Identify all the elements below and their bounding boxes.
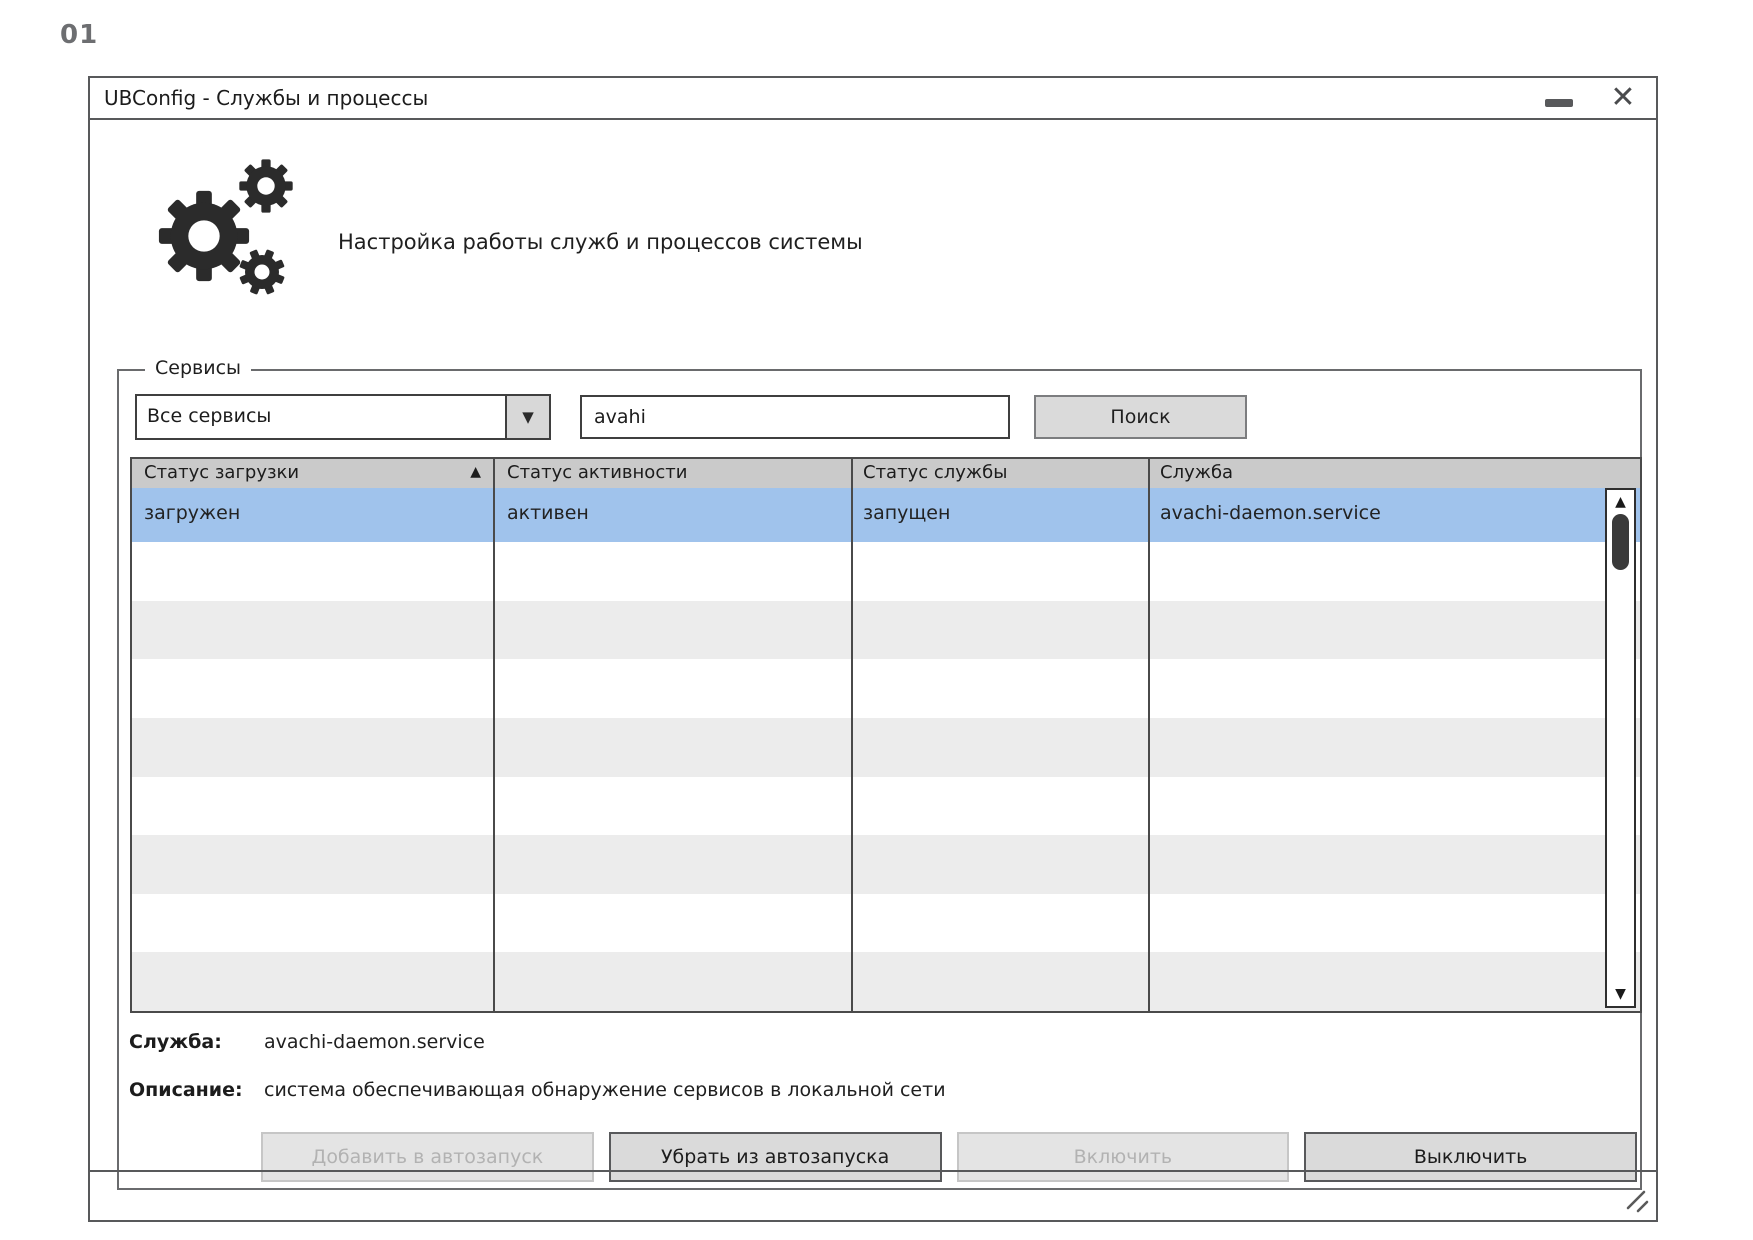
table-row-empty [132, 601, 1640, 660]
remove-from-autostart-button[interactable]: Убрать из автозапуска [609, 1132, 942, 1182]
column-header-service[interactable] [1148, 459, 1640, 488]
column-header-active-status[interactable] [495, 459, 851, 488]
resize-grip-icon[interactable] [1622, 1186, 1650, 1214]
table-row-empty [132, 777, 1640, 836]
table-row-empty [132, 894, 1640, 953]
table-row-empty [132, 659, 1640, 718]
gears-icon [150, 156, 306, 316]
dropdown-selected-value: Все сервисы [147, 405, 272, 427]
search-input[interactable] [580, 395, 1010, 439]
search-button[interactable]: Поиск [1034, 395, 1247, 439]
table-row-selected[interactable] [132, 488, 1640, 542]
service-value: avachi-daemon.service [264, 1031, 485, 1053]
table-row-empty [132, 542, 1640, 601]
column-header-label: Служба [1160, 462, 1234, 483]
table-row-empty [132, 718, 1640, 777]
chevron-down-icon[interactable]: ▼ [505, 396, 549, 438]
slide-number: 01 [60, 20, 99, 50]
minimize-icon [1545, 99, 1573, 107]
window-statusbar [90, 1170, 1656, 1220]
app-window [88, 76, 1658, 1222]
cell-load-status: загружен [144, 502, 241, 524]
service-label: Служба: [129, 1031, 222, 1053]
description-label: Описание: [129, 1079, 243, 1101]
groupbox-legend: Сервисы [145, 357, 251, 379]
cell-active-status: активен [507, 502, 589, 524]
sort-asc-icon: ▲ [470, 464, 481, 480]
column-header-label: Статус загрузки [144, 462, 300, 483]
cell-service-status: запущен [863, 502, 951, 524]
description-value: система обеспечивающая обнаружение сервисов в локальной сети [264, 1079, 946, 1101]
page-subtitle: Настройка работы служб и процессов системы [338, 230, 863, 254]
cell-service: avachi-daemon.service [1160, 502, 1381, 524]
table-row-empty [132, 835, 1640, 894]
scroll-down-icon[interactable]: ▼ [1615, 986, 1626, 1002]
scrollbar-thumb[interactable] [1612, 514, 1629, 570]
window-titlebar [90, 78, 1656, 120]
column-header-service-status[interactable] [851, 459, 1148, 488]
window-controls [1544, 80, 1638, 115]
table-header-row [132, 459, 1640, 488]
services-groupbox [117, 357, 1642, 1190]
window-content [90, 120, 1656, 1170]
column-divider [493, 459, 495, 1011]
disable-service-button[interactable]: Выключить [1304, 1132, 1637, 1182]
column-divider [851, 459, 853, 1011]
service-filter-dropdown[interactable] [135, 394, 551, 440]
column-divider [1148, 459, 1150, 1011]
services-table [130, 457, 1642, 1013]
scroll-up-icon[interactable]: ▲ [1615, 494, 1626, 510]
column-header-label: Статус активности [507, 462, 688, 483]
minimize-button[interactable] [1544, 85, 1574, 111]
add-to-autostart-button: Добавить в автозапуск [261, 1132, 594, 1182]
column-header-load-status[interactable] [132, 459, 495, 488]
window-title: UBConfig - Службы и процессы [104, 86, 429, 110]
enable-service-button: Включить [957, 1132, 1290, 1182]
table-row-empty [132, 952, 1640, 1011]
column-header-label: Статус службы [863, 462, 1008, 483]
close-button[interactable]: ✕ [1610, 80, 1636, 115]
vertical-scrollbar[interactable] [1605, 488, 1636, 1008]
